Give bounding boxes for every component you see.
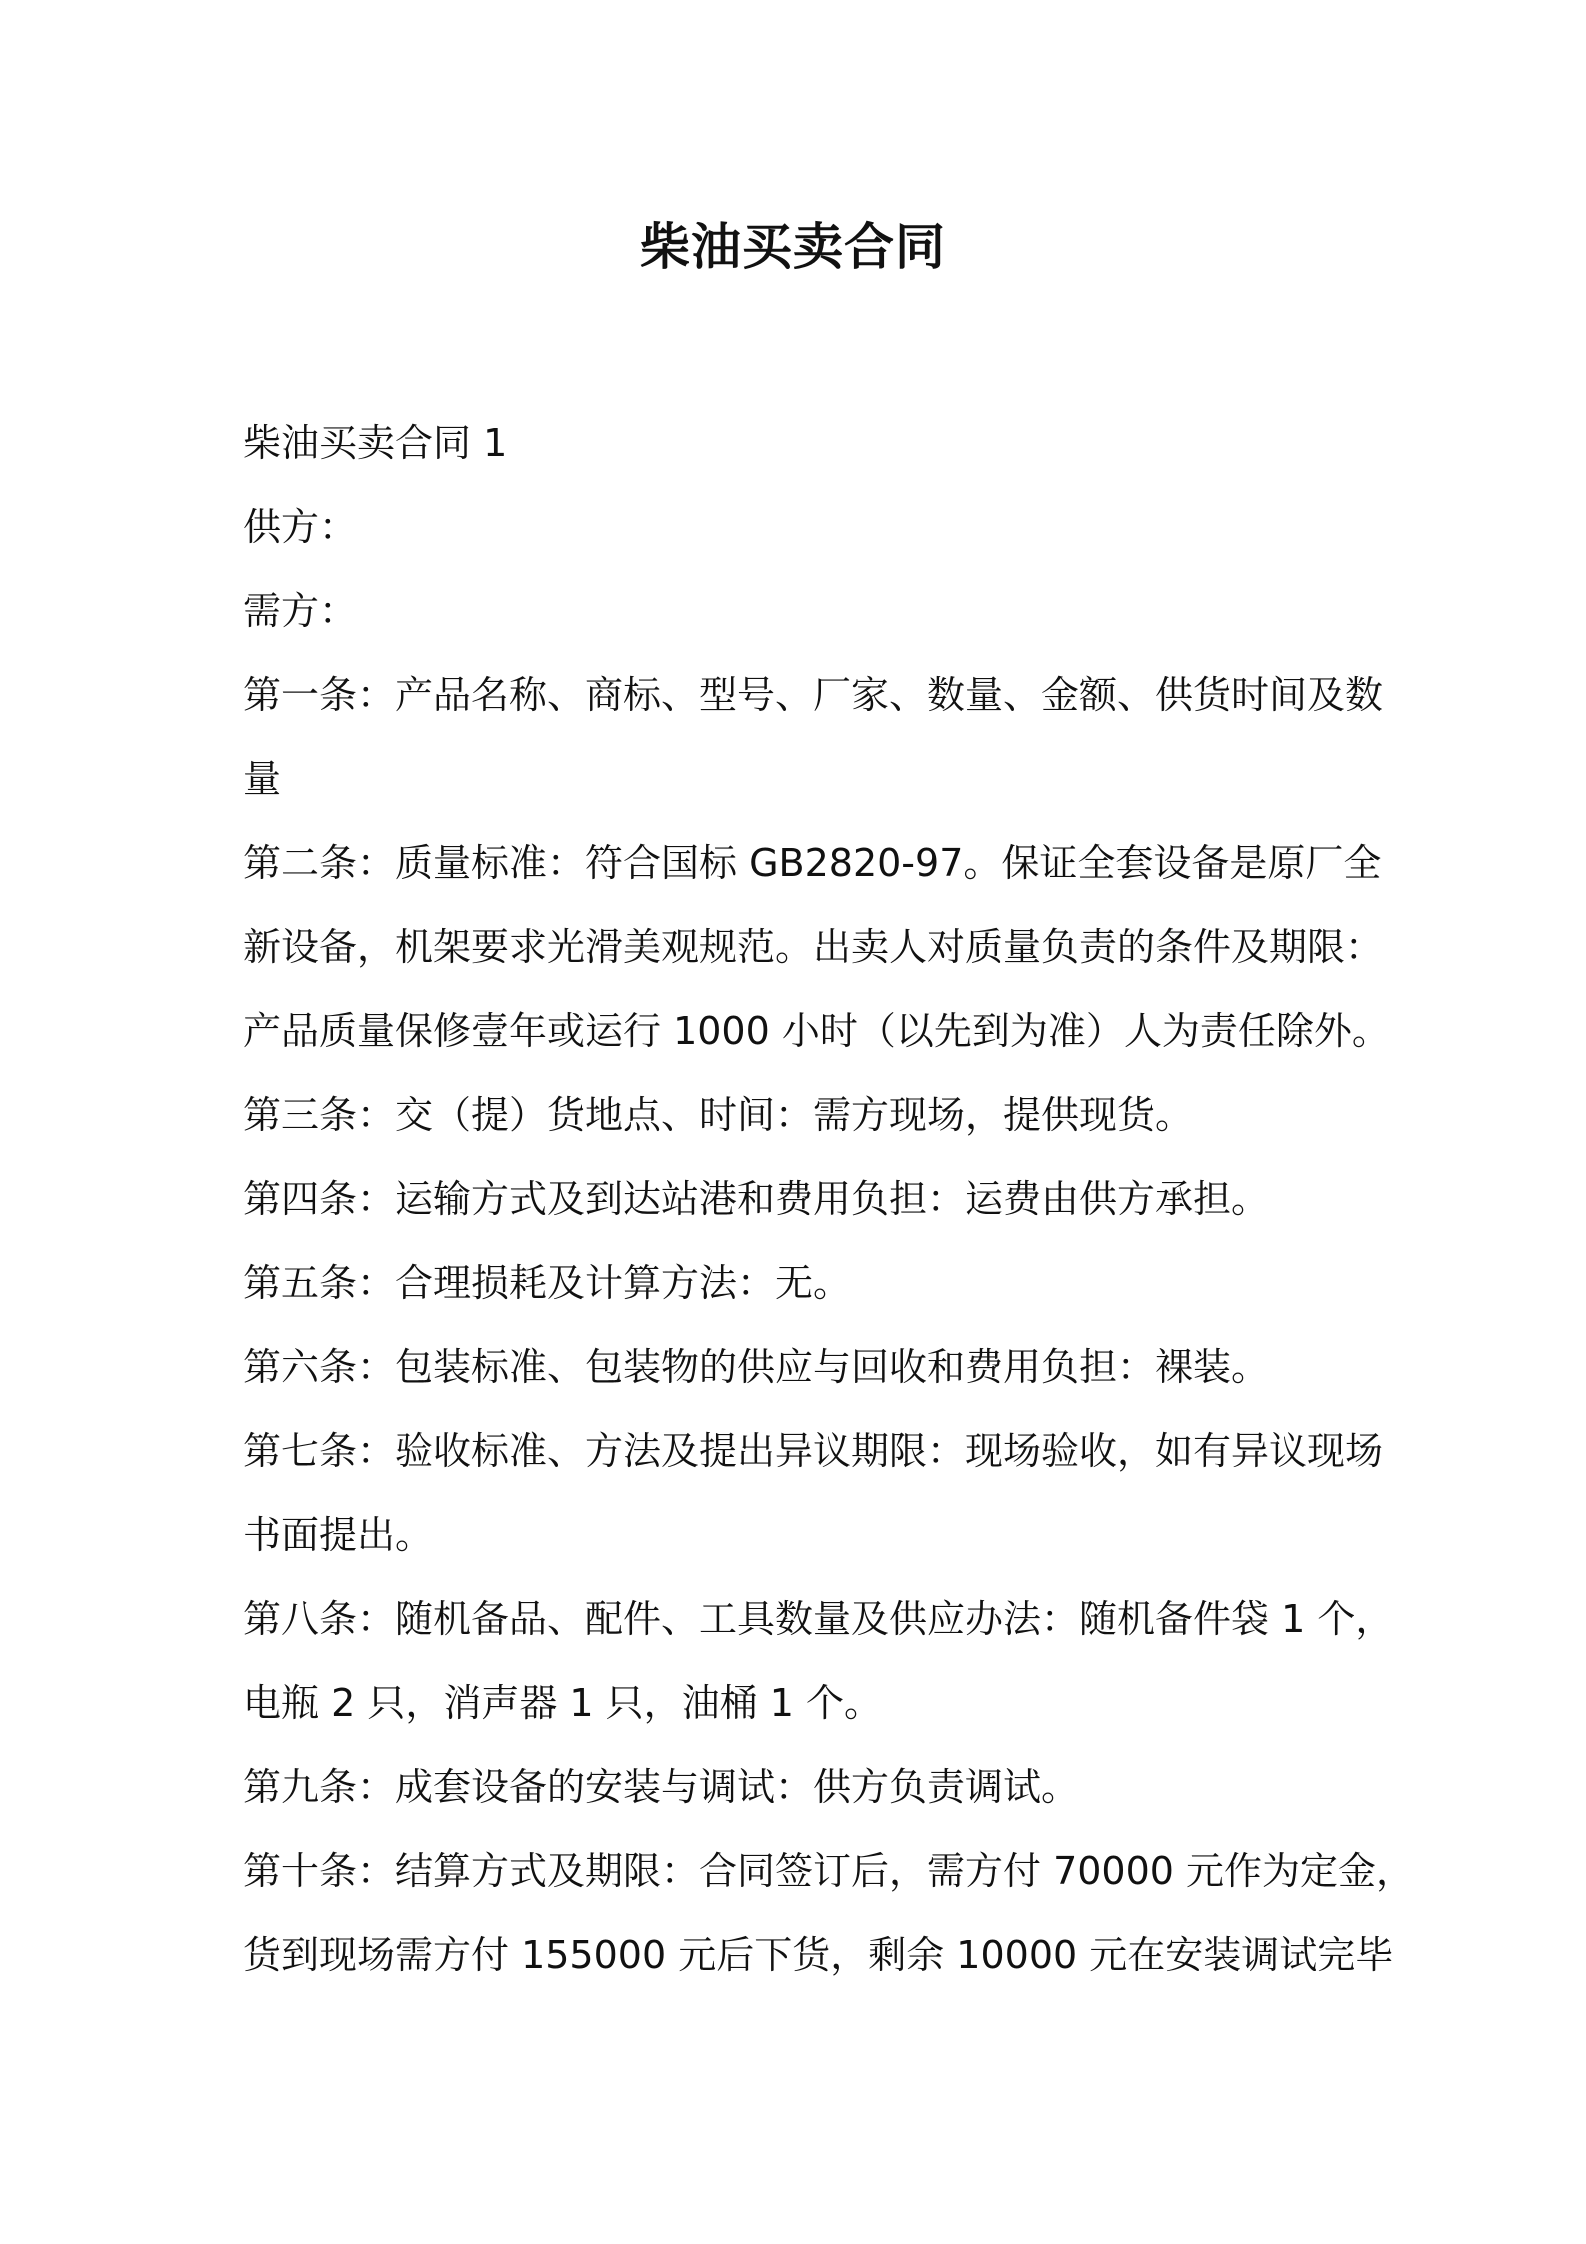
article-7-line-2: 书面提出。 xyxy=(243,1513,434,1557)
article-10-line-1: 第十条：结算方式及期限：合同签订后，需方付 70000 元作为定金， xyxy=(243,1849,1415,1893)
article-2-line-2: 新设备，机架要求光滑美观规范。出卖人对质量负责的条件及期限： xyxy=(243,925,1384,969)
article-1-line-1: 第一条：产品名称、商标、型号、厂家、数量、金额、供货时间及数 xyxy=(243,673,1384,717)
article-6-line: 第六条：包装标准、包装物的供应与回收和费用负担：裸装。 xyxy=(243,1345,1270,1389)
document-title: 柴油买卖合同 xyxy=(640,218,946,276)
article-10-line-2: 货到现场需方付 155000 元后下货，剩余 10000 元在安装调试完毕 xyxy=(243,1933,1394,1977)
article-7-line-1: 第七条：验收标准、方法及提出异议期限：现场验收，如有异议现场 xyxy=(243,1429,1384,1473)
document-body xyxy=(243,401,1415,1997)
article-9-line: 第九条：成套设备的安装与调试：供方负责调试。 xyxy=(243,1765,1080,1809)
subtitle-line: 柴油买卖合同 1 xyxy=(243,421,508,465)
article-3-line: 第三条：交（提）货地点、时间：需方现场，提供现货。 xyxy=(243,1093,1194,1137)
article-2-line-3: 产品质量保修壹年或运行 1000 小时（以先到为准）人为责任除外。 xyxy=(243,1009,1390,1053)
article-1-line-2: 量 xyxy=(243,757,282,801)
supplier-line: 供方： xyxy=(243,505,358,549)
article-4-line: 第四条：运输方式及到达站港和费用负担：运费由供方承担。 xyxy=(243,1177,1270,1221)
article-5-line: 第五条：合理损耗及计算方法：无。 xyxy=(243,1261,852,1305)
buyer-line: 需方： xyxy=(243,589,358,633)
article-8-line-2: 电瓶 2 只，消声器 1 只，油桶 1 个。 xyxy=(243,1681,883,1725)
article-2-line-1: 第二条：质量标准：符合国标 GB2820-97。保证全套设备是原厂全 xyxy=(243,841,1382,885)
article-8-line-1: 第八条：随机备品、配件、工具数量及供应办法：随机备件袋 1 个， xyxy=(243,1597,1394,1641)
